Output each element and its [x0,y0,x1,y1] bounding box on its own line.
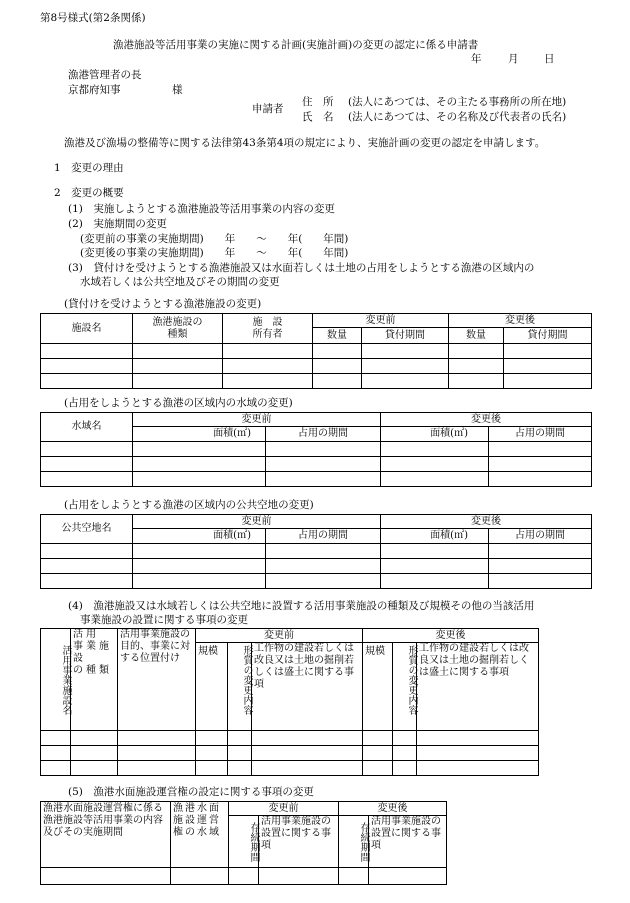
col-after-qty: 数量 [449,328,504,344]
col-after: 変更後 [381,515,592,529]
col-before-duration: 存続期間 [229,816,259,868]
col-after-area: 面積(㎡) [381,529,489,544]
table-row [41,574,592,589]
table-1-caption: (貸付けを受けようとする漁港施設の変更) [64,298,262,310]
col-after-works: 工作物の建設若しくは改良又は土地の掘削若しくは盛土に関する事項 [417,643,539,731]
col-before-lease-period: 貸付期間 [362,328,449,344]
period-before: (変更前の事業の実施期間) 年 ～ 年( 年間) [80,233,349,245]
date-day: 日 [544,53,555,65]
table-row [41,457,592,472]
col-before-form-change: 形質の変更内容 [228,643,252,731]
col-after: 変更後 [381,413,592,427]
col-after-period: 占用の期間 [489,427,592,442]
table-row [41,761,539,776]
addressee-honorific: 様 [172,84,183,96]
table-row [41,544,592,559]
col-before: 変更前 [313,314,449,328]
table-row [41,359,592,374]
date-year: 年 [471,53,482,65]
col-facility-name: 施設名 [41,314,133,344]
col-after-form-change: 形質の変更内容 [393,643,417,731]
col-after-facility-setup: 活用事業施設の設置に関する事項 [369,816,447,868]
address-note: (法人にあつては、その主たる事務所の所在地) [348,96,567,108]
col-public-space-name: 公共空地名 [41,515,133,544]
table-row [41,868,447,885]
col-owner: 施 設 所有者 [223,314,313,344]
lease-facility-table [40,313,592,389]
col-facility-type: 漁港施設の 種類 [133,314,223,344]
item-2: (2) 実施期間の変更 [68,218,167,230]
public-space-table [40,514,592,589]
col-before: 変更前 [229,802,339,816]
col-after: 変更後 [339,802,447,816]
name-note: (法人にあつては、その名称及び代表者の氏名) [348,111,567,123]
item-1: (1) 実施しようとする漁港施設等活用事業の内容の変更 [68,203,335,215]
col-before-works: 工作物の建設若しくは改良又は土地の掘削若しくは盛土に関する事項 [252,643,363,731]
col-facility-purpose: 活用事業施設の目的、事業に対する位置付け [118,629,196,731]
col-before-qty: 数量 [313,328,362,344]
water-area-table [40,412,592,487]
col-before-area: 面積(㎡) [133,529,266,544]
date-month: 月 [508,53,519,65]
table-row [41,344,592,359]
addressee-name: 京都府知事 [68,84,121,96]
col-after: 変更後 [363,629,539,643]
col-before-period: 占用の期間 [266,427,381,442]
table-row [41,731,539,746]
col-facility-name: 活用事業施設名 [41,629,71,731]
col-operation-water-area: 漁港水面施設運営権の水域 [171,802,229,868]
section-1-heading: 1 変更の理由 [54,162,124,174]
applicant-label: 申請者 [252,103,284,115]
col-water-name: 水域名 [41,413,133,442]
table-3-caption: (占用をしようとする漁港の区域内の公共空地の変更) [64,499,314,511]
section-2-heading: 2 変更の概要 [54,187,124,199]
col-after-duration: 存続期間 [339,816,369,868]
col-before: 変更前 [133,515,381,529]
col-before-area: 面積(㎡) [133,427,266,442]
name-label: 氏 名 [302,111,334,123]
col-before-period: 占用の期間 [266,529,381,544]
col-after-period: 占用の期間 [489,529,592,544]
water-facility-operation-table [40,801,447,885]
document-title: 漁港施設等活用事業の実施に関する計画(実施計画)の変更の認定に係る申請書 [113,39,479,51]
addressee-title: 漁港管理者の長 [68,69,142,81]
form-number: 第8号様式(第2条関係) [40,12,146,24]
facility-setup-table [40,628,539,776]
intro-text: 漁港及び漁場の整備等に関する法律第43条第4項の規定により、実施計画の変更の認定を申請します。 [64,137,546,149]
col-after-area: 面積(㎡) [381,427,489,442]
table-row [41,746,539,761]
col-after-lease-period: 貸付期間 [504,328,592,344]
table-2-caption: (占用をしようとする漁港の区域内の水域の変更) [64,397,293,409]
table-row [41,472,592,487]
col-before-scale: 規模 [196,643,228,731]
table-row [41,374,592,389]
item-3-line-1: (3) 貸付けを受けようとする漁港施設又は水面若しくは土地の占用をしようとする漁港の区域内の [68,262,535,274]
period-after: (変更後の事業の実施期間) 年 ～ 年( 年間) [80,247,349,259]
table-row [41,559,592,574]
col-facility-type: 活用 事業施設 の種類 [71,629,118,731]
col-before: 変更前 [133,413,381,427]
col-before: 変更前 [196,629,363,643]
col-operation-content: 漁港水面施設運営権に係る漁港施設等活用事業の内容及びその実施期間 [41,802,171,868]
item-4-line-1: (4) 漁港施設又は水域若しくは公共空地に設置する活用事業施設の種類及び規模その他の当該活用 [68,600,535,612]
address-label: 住 所 [302,96,334,108]
item-3-line-2: 水域若しくは公共空地及びその期間の変更 [80,276,280,288]
col-before-facility-setup: 活用事業施設の設置に関する事項 [259,816,339,868]
item-5: (5) 漁港水面施設運営権の設定に関する事項の変更 [68,786,314,798]
col-after: 変更後 [449,314,592,328]
col-after-scale: 規模 [363,643,393,731]
table-row [41,442,592,457]
item-4-line-2: 事業施設の設置に関する事項の変更 [80,614,248,626]
